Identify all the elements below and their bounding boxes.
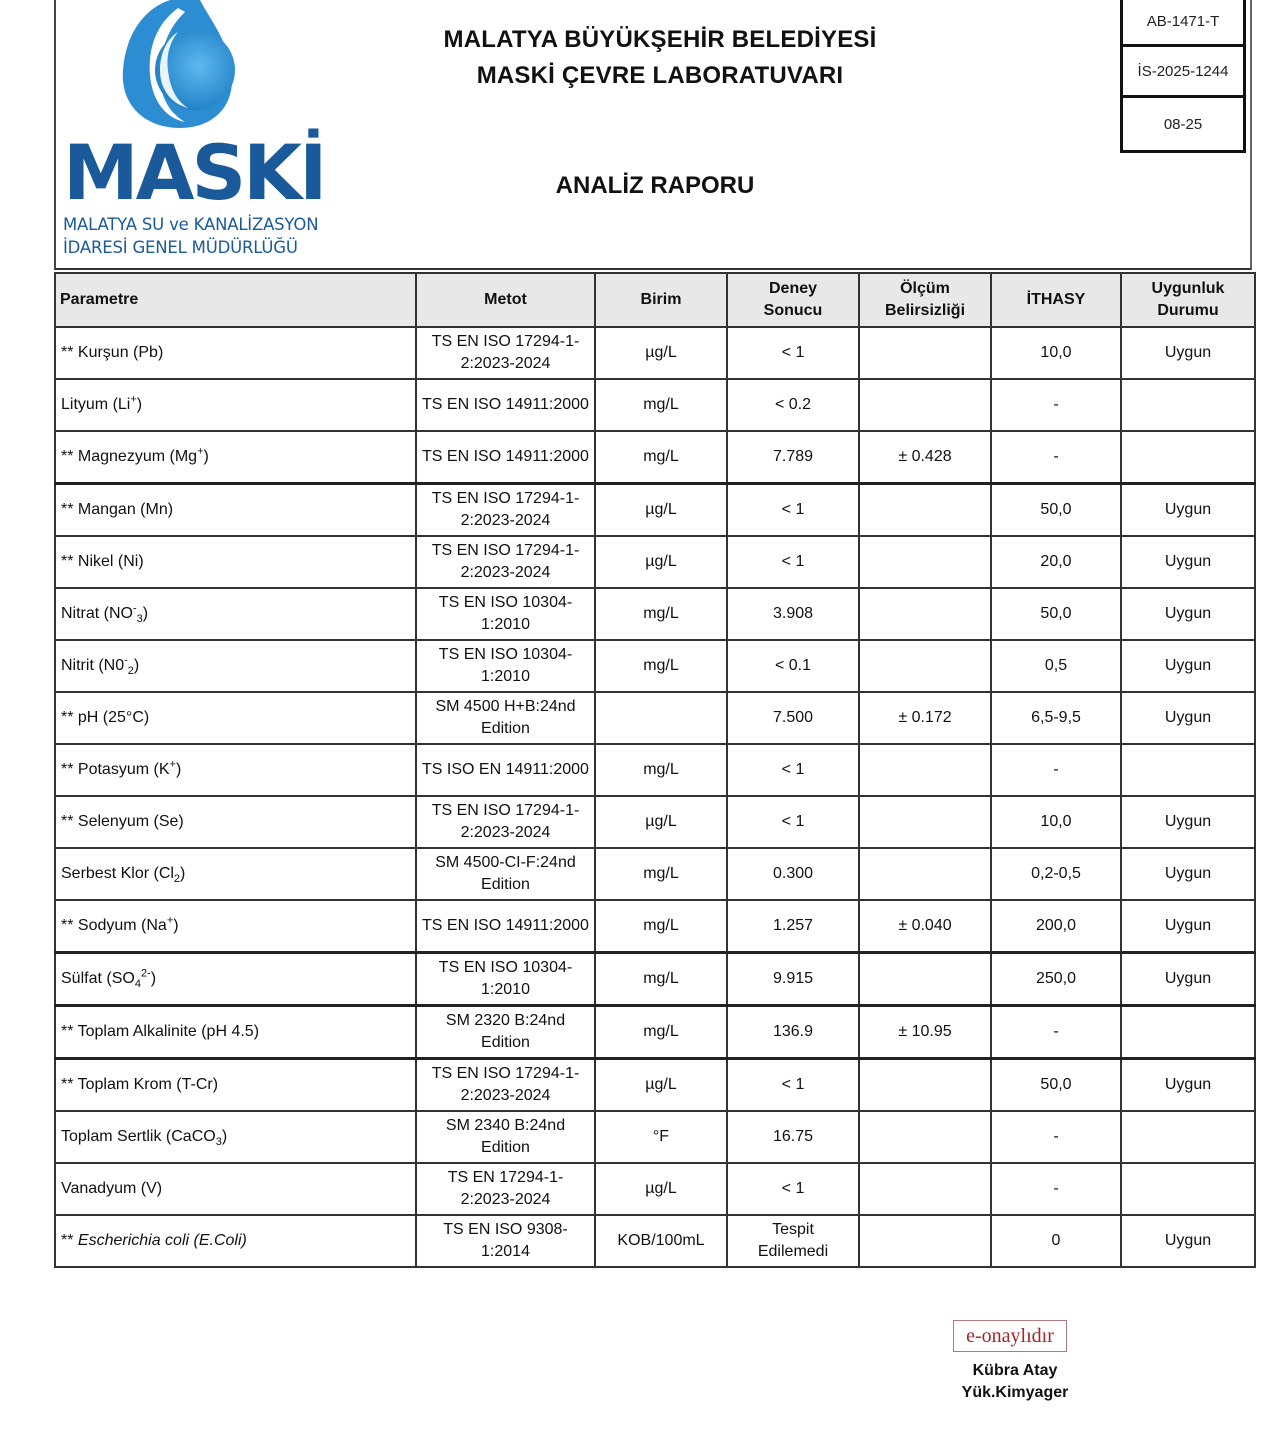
col-header-deney-line1: Deney — [768, 280, 818, 297]
method-line2: 1:2010 — [481, 616, 530, 633]
parameter-name-suffix: ) — [133, 657, 140, 674]
method-line2: 1:2010 — [481, 981, 530, 998]
parameter-name: Nikel (Ni) — [77, 553, 144, 570]
superscript: 2- — [140, 967, 151, 980]
cell-parametre — [55, 327, 416, 379]
table-row — [55, 744, 1255, 796]
result-value: < 1 — [781, 813, 805, 830]
method-line2: 2:2023-2024 — [460, 824, 551, 841]
document-code: AB-1471-T — [1123, 0, 1243, 47]
analysis-results-table — [54, 272, 1256, 1268]
method-line2: 1:2010 — [481, 668, 530, 685]
cell-uygunluk-durumu: Uygun — [1121, 327, 1255, 379]
result-value-line2: Edilemedi — [757, 1243, 829, 1260]
cell-ithasy: 50,0 — [991, 484, 1121, 537]
table-row — [55, 848, 1255, 900]
parameter-name: Potasyum (K — [77, 761, 170, 778]
cell-uygunluk-durumu: Uygun — [1121, 588, 1255, 640]
parameter-name: Toplam Alkalinite (pH 4.5) — [77, 1023, 260, 1040]
cell-metot — [416, 848, 595, 900]
col-header-deney-sonucu — [727, 273, 859, 327]
table-row — [55, 379, 1255, 431]
cell-ithasy: 10,0 — [991, 796, 1121, 848]
cell-parametre — [55, 379, 416, 431]
parameter-name: Escherichia coli — [77, 1232, 190, 1249]
table-row — [55, 536, 1255, 588]
cell-metot — [416, 692, 595, 744]
cell-birim: µg/L — [595, 327, 727, 379]
method-line1: TS EN 17294-1- — [447, 1169, 564, 1186]
cell-ithasy: - — [991, 744, 1121, 796]
cell-uygunluk-durumu — [1121, 1111, 1255, 1163]
col-header-deney-line2: Sonucu — [763, 302, 823, 319]
cell-birim: KOB/100mL — [595, 1215, 727, 1267]
cell-uygunluk-durumu — [1121, 744, 1255, 796]
cell-deney-sonucu — [727, 796, 859, 848]
method-line2: Edition — [481, 1139, 530, 1156]
table-row — [55, 1163, 1255, 1215]
cell-olcum-belirsizligi — [859, 1059, 991, 1112]
cell-birim: µg/L — [595, 796, 727, 848]
col-header-olcum-line1: Ölçüm — [900, 280, 950, 297]
result-value: 3.908 — [772, 605, 814, 622]
method-line1: SM 4500-CI-F:24nd — [435, 854, 576, 871]
result-value: < 1 — [781, 501, 805, 518]
cell-birim: µg/L — [595, 1059, 727, 1112]
subscript: 3 — [215, 1136, 222, 1149]
method-line1: TS EN ISO 17294-1- — [431, 542, 580, 559]
cell-olcum-belirsizligi — [859, 1215, 991, 1267]
cell-olcum-belirsizligi — [859, 1163, 991, 1215]
accreditation-marker: ** — [61, 917, 78, 934]
cell-uygunluk-durumu: Uygun — [1121, 796, 1255, 848]
method-line1: TS EN ISO 14911:2000 — [422, 396, 589, 413]
result-value: < 1 — [781, 553, 805, 570]
cell-ithasy: - — [991, 431, 1121, 484]
cell-parametre — [55, 1163, 416, 1215]
cell-parametre — [55, 640, 416, 692]
cell-parametre — [55, 796, 416, 848]
cell-olcum-belirsizligi — [859, 796, 991, 848]
table-row — [55, 1215, 1255, 1267]
cell-birim: mg/L — [595, 640, 727, 692]
cell-parametre — [55, 744, 416, 796]
cell-metot — [416, 744, 595, 796]
col-header-uygunluk-line2: Durumu — [1157, 302, 1219, 319]
method-line2: 2:2023-2024 — [460, 564, 551, 581]
cell-deney-sonucu — [727, 1059, 859, 1112]
subscript: 2 — [127, 665, 134, 678]
table-row — [55, 953, 1255, 1006]
logo-subtitle-line2: İDARESİ GENEL MÜDÜRLÜĞÜ — [63, 238, 298, 257]
cell-metot — [416, 796, 595, 848]
superscript: - — [124, 654, 128, 667]
col-header-metot: Metot — [416, 273, 595, 327]
e-approval-stamp: e-onaylıdır — [953, 1320, 1067, 1352]
parameter-name-suffix: ) — [203, 448, 209, 465]
cell-metot — [416, 431, 595, 484]
cell-olcum-belirsizligi — [859, 640, 991, 692]
accreditation-marker: ** — [61, 448, 78, 465]
table-row — [55, 692, 1255, 744]
method-line1: TS EN ISO 10304- — [438, 959, 573, 976]
cell-metot — [416, 327, 595, 379]
method-line1: TS EN ISO 17294-1- — [431, 802, 580, 819]
cell-uygunluk-durumu — [1121, 431, 1255, 484]
result-value: 16.75 — [772, 1128, 814, 1145]
revision-date: 08-25 — [1163, 115, 1203, 133]
cell-deney-sonucu — [727, 379, 859, 431]
result-value: 1.257 — [772, 917, 814, 934]
accreditation-marker: ** — [61, 1023, 78, 1040]
report-number: İS-2025-1244 — [1123, 47, 1243, 98]
cell-olcum-belirsizligi — [859, 327, 991, 379]
accreditation-marker: ** — [61, 813, 78, 830]
cell-deney-sonucu — [727, 484, 859, 537]
table-row — [55, 431, 1255, 484]
cell-ithasy: 10,0 — [991, 327, 1121, 379]
cell-metot — [416, 379, 595, 431]
result-value: < 1 — [781, 761, 805, 778]
cell-metot — [416, 536, 595, 588]
result-value: < 1 — [781, 1180, 805, 1197]
cell-metot — [416, 1006, 595, 1059]
cell-ithasy: - — [991, 1163, 1121, 1215]
cell-deney-sonucu — [727, 900, 859, 953]
cell-deney-sonucu — [727, 431, 859, 484]
cell-metot — [416, 484, 595, 537]
parameter-name-suffix: ) — [221, 1128, 228, 1145]
result-value: 0.300 — [772, 865, 814, 882]
cell-metot — [416, 1059, 595, 1112]
accreditation-marker: ** — [61, 709, 78, 726]
method-line1: SM 2340 B:24nd — [445, 1117, 566, 1134]
table-body — [55, 327, 1255, 1267]
table-row — [55, 327, 1255, 379]
parameter-name-suffix: ) — [180, 865, 186, 882]
cell-deney-sonucu — [727, 1006, 859, 1059]
cell-deney-sonucu — [727, 536, 859, 588]
org-name-line1: MALATYA BÜYÜKŞEHİR BELEDİYESİ — [443, 26, 877, 53]
cell-ithasy: 50,0 — [991, 1059, 1121, 1112]
superscript: + — [169, 758, 176, 771]
cell-olcum-belirsizligi: ± 0.172 — [859, 692, 991, 744]
cell-ithasy: 20,0 — [991, 536, 1121, 588]
method-line1: TS EN ISO 14911:2000 — [422, 917, 589, 934]
parameter-name: Sodyum (Na — [77, 917, 167, 934]
cell-deney-sonucu — [727, 640, 859, 692]
cell-birim: µg/L — [595, 1163, 727, 1215]
parameter-name-suffix: (E.Coli) — [189, 1232, 247, 1249]
parameter-name: Nitrit (N0 — [61, 657, 125, 674]
method-line1: TS EN ISO 10304- — [438, 646, 573, 663]
cell-uygunluk-durumu: Uygun — [1121, 1215, 1255, 1267]
cell-parametre — [55, 1006, 416, 1059]
cell-uygunluk-durumu: Uygun — [1121, 692, 1255, 744]
col-header-uygunluk-line1: Uygunluk — [1151, 280, 1225, 297]
cell-uygunluk-durumu — [1121, 379, 1255, 431]
subscript: 3 — [136, 613, 143, 626]
cell-uygunluk-durumu: Uygun — [1121, 848, 1255, 900]
result-value: < 0.2 — [774, 396, 812, 413]
col-header-olcum-belirsizligi — [859, 273, 991, 327]
result-value: 136.9 — [772, 1023, 814, 1040]
cell-uygunluk-durumu: Uygun — [1121, 1059, 1255, 1112]
result-value: Tespit — [772, 1221, 814, 1238]
result-value: 7.789 — [772, 448, 814, 465]
cell-metot — [416, 1111, 595, 1163]
cell-birim: mg/L — [595, 953, 727, 1006]
cell-uygunluk-durumu — [1121, 1163, 1255, 1215]
cell-ithasy: 200,0 — [991, 900, 1121, 953]
result-value: 9.915 — [772, 970, 814, 987]
cell-birim: mg/L — [595, 379, 727, 431]
table-header-row — [55, 273, 1255, 327]
table-row — [55, 640, 1255, 692]
cell-parametre — [55, 848, 416, 900]
cell-birim: µg/L — [595, 536, 727, 588]
cell-deney-sonucu — [727, 953, 859, 1006]
cell-parametre — [55, 900, 416, 953]
accreditation-marker: ** — [61, 1076, 78, 1093]
parameter-name: Lityum (Li — [61, 396, 131, 413]
table-row — [55, 1006, 1255, 1059]
method-line1: TS EN ISO 9308- — [443, 1221, 568, 1238]
maski-logo — [60, 0, 325, 262]
cell-birim: mg/L — [595, 588, 727, 640]
cell-uygunluk-durumu: Uygun — [1121, 640, 1255, 692]
parameter-name: Toplam Krom (T-Cr) — [77, 1076, 219, 1093]
parameter-name: Kurşun (Pb) — [77, 344, 164, 361]
parameter-name: pH (25°C) — [77, 709, 150, 726]
result-value: 7.500 — [772, 709, 814, 726]
parameter-name: Nitrat (NO — [61, 605, 133, 622]
cell-parametre — [55, 431, 416, 484]
cell-deney-sonucu — [727, 327, 859, 379]
subscript: 4 — [134, 978, 141, 991]
cell-metot — [416, 1163, 595, 1215]
cell-deney-sonucu — [727, 848, 859, 900]
cell-olcum-belirsizligi — [859, 484, 991, 537]
result-value: < 0.1 — [774, 657, 812, 674]
cell-birim: °F — [595, 1111, 727, 1163]
parameter-name: Selenyum (Se) — [77, 813, 184, 830]
method-line2: 2:2023-2024 — [460, 355, 551, 372]
cell-parametre — [55, 588, 416, 640]
cell-ithasy: 6,5-9,5 — [991, 692, 1121, 744]
cell-uygunluk-durumu — [1121, 1006, 1255, 1059]
cell-ithasy: - — [991, 1006, 1121, 1059]
cell-olcum-belirsizligi — [859, 536, 991, 588]
parameter-name: Magnezyum (Mg — [77, 448, 198, 465]
method-line1: SM 2320 B:24nd — [445, 1012, 566, 1029]
cell-birim: mg/L — [595, 431, 727, 484]
method-line2: Edition — [481, 876, 530, 893]
accreditation-marker: ** — [61, 761, 78, 778]
method-line1: TS EN ISO 17294-1- — [431, 1065, 580, 1082]
cell-ithasy: 0,2-0,5 — [991, 848, 1121, 900]
cell-birim: mg/L — [595, 900, 727, 953]
cell-deney-sonucu — [727, 692, 859, 744]
cell-olcum-belirsizligi — [859, 1111, 991, 1163]
parameter-name: Vanadyum (V) — [61, 1180, 163, 1197]
table-row — [55, 588, 1255, 640]
cell-birim — [595, 692, 727, 744]
cell-metot — [416, 640, 595, 692]
cell-olcum-belirsizligi — [859, 953, 991, 1006]
result-value: < 1 — [781, 1076, 805, 1093]
cell-parametre — [55, 1215, 416, 1267]
method-line1: TS ISO EN 14911:2000 — [422, 761, 589, 778]
signer-name: Kübra Atay — [972, 1362, 1058, 1379]
logo-subtitle-line1: MALATYA SU ve KANALİZASYON — [63, 215, 319, 234]
cell-ithasy: - — [991, 1111, 1121, 1163]
cell-birim: mg/L — [595, 744, 727, 796]
cell-parametre — [55, 1111, 416, 1163]
method-line1: TS EN ISO 14911:2000 — [422, 448, 589, 465]
parameter-name-suffix: ) — [136, 396, 143, 413]
cell-metot — [416, 900, 595, 953]
cell-uygunluk-durumu: Uygun — [1121, 536, 1255, 588]
accreditation-marker: ** — [61, 553, 78, 570]
cell-olcum-belirsizligi — [859, 379, 991, 431]
method-line2: 2:2023-2024 — [460, 1191, 551, 1208]
result-value: < 1 — [781, 344, 805, 361]
cell-metot — [416, 953, 595, 1006]
cell-ithasy: 250,0 — [991, 953, 1121, 1006]
cell-birim: µg/L — [595, 484, 727, 537]
accreditation-marker: ** — [61, 344, 78, 361]
parameter-name: Mangan (Mn) — [77, 501, 174, 518]
cell-deney-sonucu — [727, 1111, 859, 1163]
cell-ithasy: - — [991, 379, 1121, 431]
col-header-uygunluk-durumu — [1121, 273, 1255, 327]
cell-uygunluk-durumu: Uygun — [1121, 900, 1255, 953]
method-line2: Edition — [481, 720, 530, 737]
superscript: + — [197, 445, 204, 458]
parameter-name-suffix: ) — [142, 605, 149, 622]
cell-olcum-belirsizligi — [859, 588, 991, 640]
method-line2: 2:2023-2024 — [460, 1087, 551, 1104]
water-drop-logo-icon — [60, 0, 245, 130]
accreditation-marker: ** — [61, 501, 78, 518]
cell-deney-sonucu — [727, 588, 859, 640]
cell-parametre — [55, 536, 416, 588]
parameter-name-suffix: ) — [173, 917, 179, 934]
org-name-line2: MASKİ ÇEVRE LABORATUVARI — [476, 62, 844, 89]
cell-deney-sonucu — [727, 1215, 859, 1267]
cell-deney-sonucu — [727, 1163, 859, 1215]
method-line1: TS EN ISO 17294-1- — [431, 333, 580, 350]
table-row — [55, 484, 1255, 537]
cell-ithasy: 0,5 — [991, 640, 1121, 692]
logo-wordmark: MASKİ — [63, 128, 325, 217]
parameter-name: Serbest Klor (Cl — [61, 865, 174, 882]
cell-metot — [416, 1215, 595, 1267]
signer-title: Yük.Kimyager — [961, 1384, 1069, 1401]
cell-parametre — [55, 692, 416, 744]
col-header-birim: Birim — [595, 273, 727, 327]
cell-parametre — [55, 1059, 416, 1112]
cell-olcum-belirsizligi: ± 10.95 — [859, 1006, 991, 1059]
parameter-name-suffix: ) — [175, 761, 182, 778]
cell-uygunluk-durumu: Uygun — [1121, 484, 1255, 537]
cell-parametre — [55, 484, 416, 537]
table-row — [55, 900, 1255, 953]
parameter-name: Toplam Sertlik (CaCO — [61, 1128, 216, 1145]
cell-olcum-belirsizligi: ± 0.040 — [859, 900, 991, 953]
table-row — [55, 1059, 1255, 1112]
subscript: 2 — [173, 873, 181, 886]
cell-olcum-belirsizligi — [859, 848, 991, 900]
cell-parametre — [55, 953, 416, 1006]
report-title: ANALİZ RAPORU — [555, 172, 755, 199]
method-line1: TS EN ISO 17294-1- — [431, 490, 580, 507]
superscript: - — [133, 602, 137, 615]
parameter-name-suffix: ) — [150, 970, 157, 987]
col-header-parametre: Parametre — [55, 273, 416, 327]
method-line1: TS EN ISO 10304- — [438, 594, 573, 611]
cell-metot — [416, 588, 595, 640]
parameter-name: Sülfat (SO — [61, 970, 135, 987]
method-line2: 1:2014 — [481, 1243, 530, 1260]
method-line2: 2:2023-2024 — [460, 512, 551, 529]
cell-uygunluk-durumu: Uygun — [1121, 953, 1255, 1006]
cell-olcum-belirsizligi — [859, 744, 991, 796]
table-row — [55, 1111, 1255, 1163]
method-line1: SM 4500 H+B:24nd — [435, 698, 576, 715]
method-line2: Edition — [481, 1034, 530, 1051]
cell-ithasy: 50,0 — [991, 588, 1121, 640]
cell-olcum-belirsizligi: ± 0.428 — [859, 431, 991, 484]
table-row — [55, 796, 1255, 848]
accreditation-marker: ** — [61, 1232, 78, 1249]
superscript: + — [166, 914, 174, 927]
cell-birim: mg/L — [595, 848, 727, 900]
superscript: + — [130, 393, 137, 406]
col-header-olcum-line2: Belirsizliği — [884, 302, 966, 319]
document-code-box — [1120, 0, 1246, 153]
cell-deney-sonucu — [727, 744, 859, 796]
col-header-ithasy: İTHASY — [991, 273, 1121, 327]
cell-birim: mg/L — [595, 1006, 727, 1059]
cell-ithasy: 0 — [991, 1215, 1121, 1267]
